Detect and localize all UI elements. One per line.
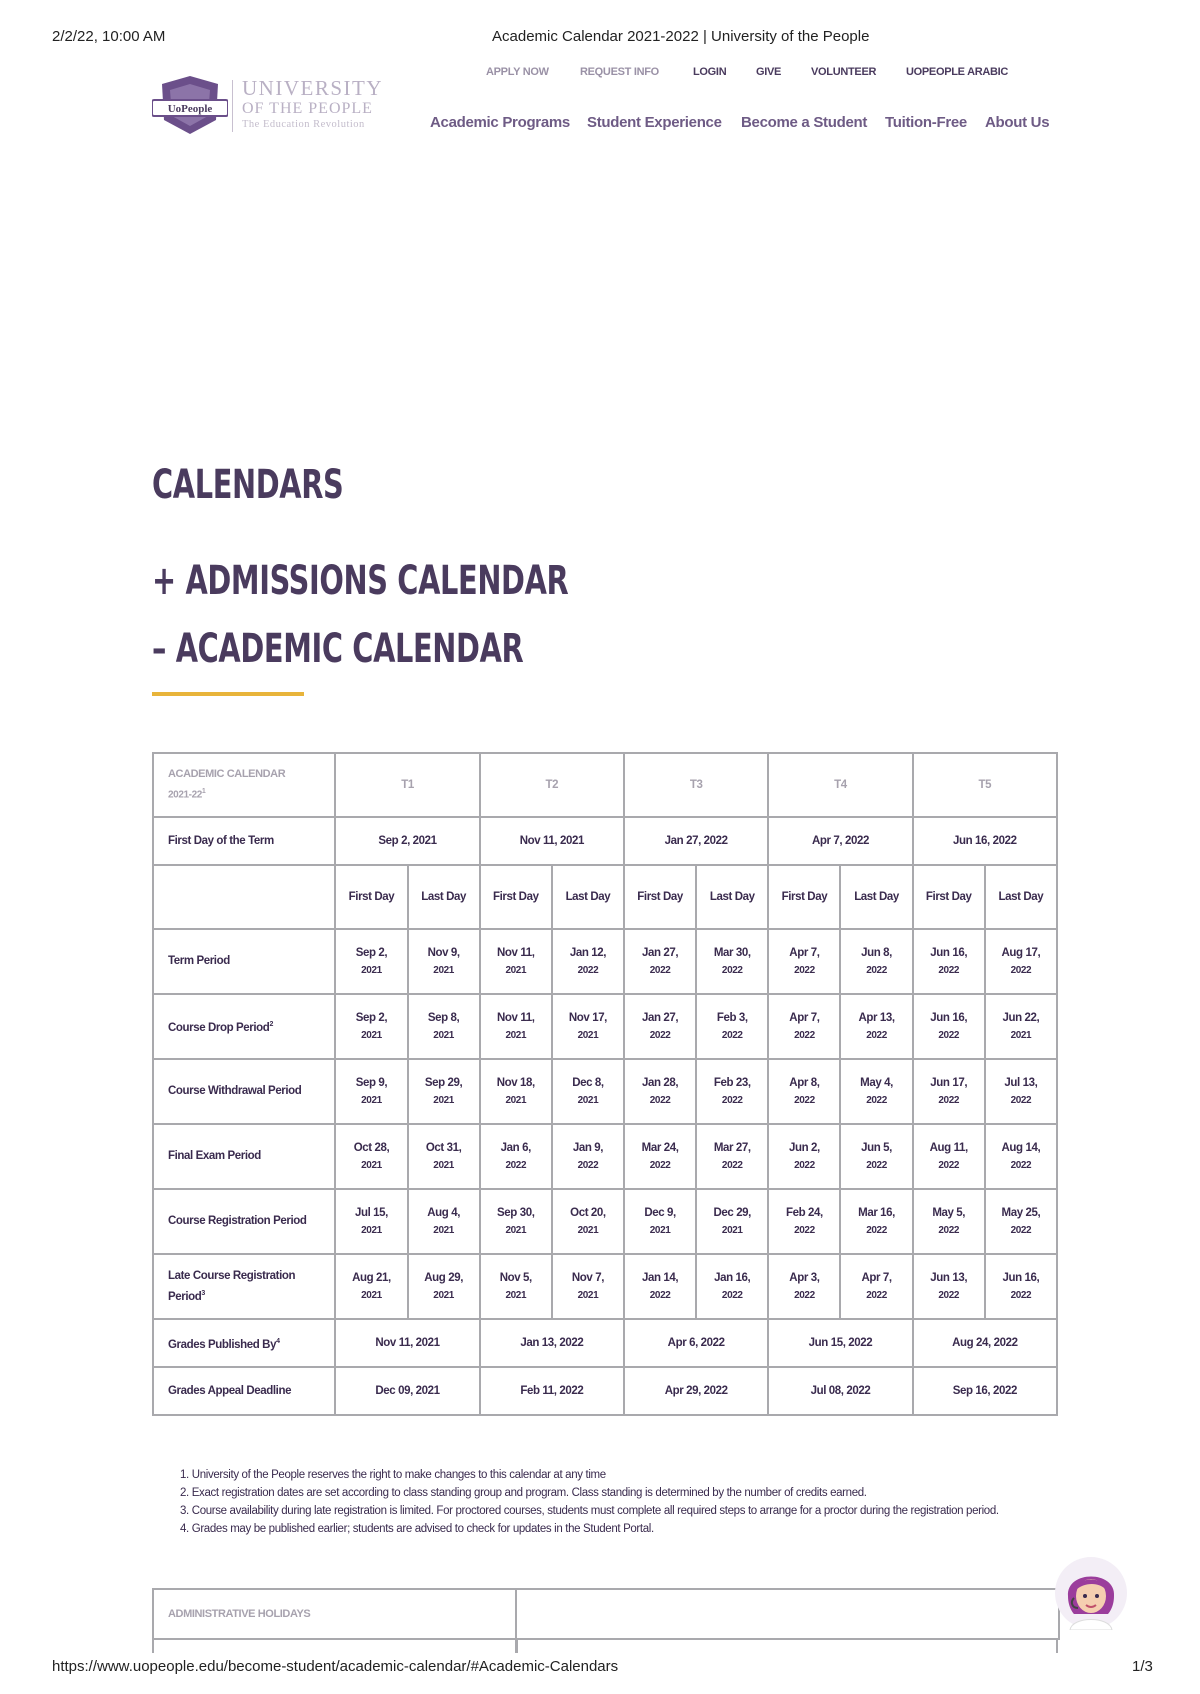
date-cell: [696, 994, 768, 1059]
row-label: [153, 1254, 335, 1319]
footnotes: [180, 1466, 1060, 1538]
date-cell-year: 2022: [721, 1094, 743, 1106]
date-cell-date: Jan 6,: [500, 1141, 531, 1154]
date-cell: [335, 1254, 407, 1319]
date-cell-date: Sep 30,: [497, 1206, 535, 1219]
date-cell-date: Oct 31,: [425, 1141, 462, 1154]
date-cell-date: Nov 17,: [568, 1011, 607, 1024]
date-cell: [335, 929, 407, 994]
date-cell-year: 2022: [721, 1159, 743, 1171]
date-cell-date: Jan 27,: [641, 946, 679, 959]
corner-title: ACADEMIC CALENDAR: [168, 768, 286, 781]
date-cell-date: Jul 13,: [1004, 1076, 1038, 1089]
date-cell-date: Feb 24,: [785, 1206, 823, 1219]
subheader-cell: Last Day: [696, 865, 768, 929]
date-cell: [408, 1254, 480, 1319]
table-row: [153, 817, 1057, 865]
table-header-row: [153, 753, 1057, 817]
date-cell-year: 2021: [577, 1029, 599, 1041]
row-label: Grades Appeal Deadline: [153, 1367, 335, 1415]
date-cell-year: 2022: [866, 1289, 887, 1301]
empty-cell: [153, 865, 335, 929]
chat-assistant-icon[interactable]: [1054, 1556, 1128, 1630]
date-cell-year: 2022: [938, 964, 960, 976]
date-cell-date: Apr 7,: [789, 1011, 820, 1024]
print-page-number: 1/3: [1132, 1658, 1153, 1675]
date-cell: [624, 1124, 696, 1189]
corner-sup: 1: [201, 788, 206, 796]
print-title: Academic Calendar 2021-2022 | University of the People: [492, 28, 870, 45]
date-cell-date: Jan 27,: [641, 1011, 679, 1024]
date-cell: [913, 1124, 985, 1189]
date-cell: [552, 929, 624, 994]
date-cell-year: 2022: [794, 1094, 815, 1106]
date-cell-year: 2021: [577, 1289, 599, 1301]
date-cell: [408, 1189, 480, 1254]
grades-published-cell: Nov 11, 2021: [335, 1319, 479, 1367]
subheader-cell: First Day: [768, 865, 840, 929]
date-cell-date: Dec 29,: [713, 1206, 751, 1219]
date-cell-date: Nov 9,: [427, 946, 460, 959]
date-cell: [913, 1254, 985, 1319]
first-day-cell: Jan 27, 2022: [624, 817, 768, 865]
date-cell-date: Jun 8,: [861, 946, 892, 959]
date-cell: [840, 1189, 912, 1254]
date-cell-date: May 25,: [1001, 1206, 1041, 1219]
date-cell-date: Mar 16,: [858, 1206, 895, 1219]
table-subheader-row: [153, 865, 1057, 929]
date-cell-year: 2022: [721, 1289, 743, 1301]
row-label-text: Course Drop Period: [168, 1021, 270, 1034]
date-cell-date: Oct 20,: [570, 1206, 606, 1219]
subheader-cell: Last Day: [985, 865, 1057, 929]
date-cell-year: 2022: [866, 964, 887, 976]
date-cell-year: 2022: [577, 1159, 599, 1171]
date-cell-date: Apr 3,: [789, 1271, 820, 1284]
date-cell-date: Jan 28,: [641, 1076, 679, 1089]
row-label-sup: 3: [201, 1289, 205, 1297]
date-cell-date: Jan 9,: [572, 1141, 604, 1154]
date-cell-year: 2021: [505, 1289, 527, 1301]
date-cell-date: Nov 18,: [496, 1076, 535, 1089]
date-cell-year: 2021: [361, 964, 382, 976]
date-cell: [985, 1254, 1057, 1319]
date-cell: [985, 1059, 1057, 1124]
date-cell-year: 2022: [938, 1094, 960, 1106]
date-cell-date: Sep 2,: [355, 1011, 388, 1024]
date-cell-date: Dec 9,: [644, 1206, 676, 1219]
date-cell-year: 2021: [361, 1289, 382, 1301]
date-cell-year: 2022: [721, 964, 743, 976]
date-cell: [335, 1059, 407, 1124]
date-cell: [408, 1124, 480, 1189]
date-cell-date: Aug 14,: [1001, 1141, 1041, 1154]
term-header: T1: [335, 753, 479, 817]
date-cell-year: 2022: [794, 1029, 815, 1041]
date-cell: [985, 1189, 1057, 1254]
date-cell: [624, 1059, 696, 1124]
nav-tuition-free[interactable]: Tuition-Free: [885, 114, 967, 131]
request-info-link[interactable]: REQUEST INFO: [580, 66, 659, 78]
date-cell-year: 2022: [649, 1159, 671, 1171]
crest-icon: [152, 74, 228, 136]
date-cell-year: 2021: [577, 1224, 599, 1236]
date-cell: [552, 1189, 624, 1254]
date-cell-date: Nov 5,: [499, 1271, 532, 1284]
date-cell: [768, 994, 840, 1059]
date-cell-year: 2021: [505, 964, 527, 976]
date-cell: [840, 1124, 912, 1189]
date-cell-date: Sep 8,: [427, 1011, 460, 1024]
date-cell: [552, 1124, 624, 1189]
crest-text: UoPeople: [167, 103, 213, 115]
uopeople-arabic-link[interactable]: UOPEOPLE ARABIC: [906, 66, 1009, 78]
footnote: 2. Exact registration dates are set according to class standing group and program. Class standing is determined by the number of credits earned.: [180, 1487, 867, 1499]
table-row: [153, 994, 1057, 1059]
date-cell-date: Feb 3,: [716, 1011, 748, 1024]
nav-student-experience[interactable]: Student Experience: [587, 114, 722, 131]
grades-published-sup: 4: [276, 1337, 280, 1345]
date-cell: [985, 1124, 1057, 1189]
date-cell-year: 2021: [433, 1224, 454, 1236]
date-cell: [768, 1254, 840, 1319]
holidays-header-row: [153, 1589, 1059, 1639]
logo-divider: [232, 80, 233, 132]
date-cell: [768, 1059, 840, 1124]
date-cell-date: Jan 12,: [569, 946, 607, 959]
footnote: 4. Grades may be published earlier; students are advised to check for updates in the Student Portal.: [180, 1523, 654, 1535]
date-cell: [768, 929, 840, 994]
date-cell: [768, 1189, 840, 1254]
date-cell-year: 2022: [1010, 964, 1032, 976]
date-cell-year: 2022: [866, 1094, 887, 1106]
grades-published-cell: Jan 13, 2022: [480, 1319, 624, 1367]
date-cell: [408, 929, 480, 994]
date-cell-date: Jun 22,: [1002, 1011, 1040, 1024]
date-cell-year: 2021: [505, 1224, 527, 1236]
date-cell-year: 2021: [433, 1289, 454, 1301]
date-cell: [696, 1189, 768, 1254]
date-cell: [696, 1059, 768, 1124]
holidays-header: ADMINISTRATIVE HOLIDAYS: [153, 1589, 516, 1639]
logo-line2: OF THE PEOPLE: [242, 100, 373, 117]
table-row: [153, 1367, 1057, 1415]
date-cell: [335, 994, 407, 1059]
date-cell-year: 2021: [361, 1224, 382, 1236]
admissions-calendar-toggle[interactable]: + ADMISSIONS CALENDAR: [152, 558, 569, 604]
row-label-text: Course Withdrawal Period: [168, 1085, 302, 1097]
date-cell: [913, 1189, 985, 1254]
calendars-heading: CALENDARS: [152, 462, 344, 508]
term-header: T4: [768, 753, 912, 817]
date-cell-date: May 5,: [932, 1206, 966, 1219]
footnote: 3. Course availability during late registration is limited. For proctored courses, students must complete all required steps to arrange for a proctor during the registration period.: [180, 1505, 999, 1517]
date-cell: [552, 1059, 624, 1124]
academic-calendar-table: [152, 752, 1058, 1416]
row-label-text: Course Registration Period: [168, 1215, 307, 1227]
footnote: 1. University of the People reserves the right to make changes to this calendar at any time: [180, 1469, 606, 1481]
date-cell: [480, 1254, 552, 1319]
date-cell: [552, 994, 624, 1059]
logo-tagline: The Education Revolution: [242, 119, 365, 130]
date-cell-year: 2022: [938, 1289, 960, 1301]
date-cell-year: 2021: [649, 1224, 671, 1236]
date-cell-year: 2022: [649, 964, 671, 976]
date-cell: [335, 1124, 407, 1189]
date-cell: [480, 929, 552, 994]
date-cell-year: 2021: [433, 964, 454, 976]
heading-underline: [152, 692, 304, 696]
row-label: [153, 1124, 335, 1189]
date-cell-date: Apr 7,: [861, 1271, 892, 1284]
date-cell-year: 2022: [505, 1159, 527, 1171]
date-cell-date: Jun 2,: [788, 1141, 820, 1154]
date-cell-year: 2021: [505, 1094, 527, 1106]
date-cell: [624, 994, 696, 1059]
date-cell: [408, 1059, 480, 1124]
volunteer-link[interactable]: VOLUNTEER: [811, 66, 877, 78]
row-label-sup: 2: [269, 1021, 273, 1029]
date-cell-date: Jun 16,: [1002, 1271, 1040, 1284]
date-cell-year: 2022: [721, 1029, 743, 1041]
date-cell: [480, 1059, 552, 1124]
subheader-cell: Last Day: [552, 865, 624, 929]
date-cell-year: 2022: [794, 964, 815, 976]
first-day-cell: Sep 2, 2021: [335, 817, 479, 865]
table-row: [153, 1059, 1057, 1124]
logo-line1: UNIVERSITY: [242, 76, 383, 100]
date-cell: [480, 1189, 552, 1254]
date-cell-date: Apr 7,: [789, 946, 820, 959]
date-cell-year: 2021: [361, 1094, 382, 1106]
grades-published-cell: Jun 15, 2022: [768, 1319, 912, 1367]
date-cell-year: 2021: [505, 1029, 527, 1041]
row-label: [153, 1189, 335, 1254]
date-cell-date: Nov 11,: [497, 946, 535, 959]
date-cell-date: Nov 11,: [497, 1011, 535, 1024]
holidays-table-continuation: [152, 1639, 1058, 1653]
apply-now-link[interactable]: APPLY NOW: [486, 66, 549, 78]
corner-year-wrap: [168, 783, 330, 803]
date-cell-date: Jun 16,: [930, 946, 968, 959]
row-label: [153, 1319, 335, 1367]
row-label: [153, 994, 335, 1059]
table-row: [153, 929, 1057, 994]
appeal-cell: Dec 09, 2021: [335, 1367, 479, 1415]
subheader-cell: First Day: [624, 865, 696, 929]
table-row: [153, 1189, 1057, 1254]
date-cell-year: 2022: [1010, 1224, 1032, 1236]
date-cell-year: 2022: [938, 1159, 960, 1171]
date-cell-year: 2022: [794, 1289, 815, 1301]
subheader-cell: First Day: [480, 865, 552, 929]
date-cell-year: 2022: [1010, 1159, 1032, 1171]
row-label: [153, 929, 335, 994]
term-header: T5: [913, 753, 1057, 817]
site-logo[interactable]: [152, 74, 392, 138]
date-cell-year: 2021: [433, 1029, 454, 1041]
holidays-divider: [515, 1639, 518, 1653]
date-cell-date: Mar 30,: [713, 946, 751, 959]
calendar-body: [153, 929, 1057, 1319]
date-cell-date: Sep 29,: [424, 1076, 463, 1089]
date-cell-date: Aug 11,: [929, 1141, 968, 1154]
date-cell: [840, 929, 912, 994]
date-cell: [840, 994, 912, 1059]
row-label: First Day of the Term: [153, 817, 335, 865]
date-cell-year: 2022: [649, 1289, 671, 1301]
table-corner: [153, 753, 335, 817]
date-cell-date: Apr 13,: [858, 1011, 895, 1024]
appeal-cell: Sep 16, 2022: [913, 1367, 1057, 1415]
row-label: [153, 1059, 335, 1124]
table-row: [153, 1319, 1057, 1367]
grades-published-label: Grades Published By: [168, 1338, 277, 1351]
date-cell: [480, 1124, 552, 1189]
date-cell-date: Apr 8,: [789, 1076, 820, 1089]
date-cell-date: Aug 4,: [427, 1206, 460, 1219]
date-cell-year: 2022: [1010, 1289, 1032, 1301]
date-cell-year: 2021: [361, 1159, 382, 1171]
date-cell: [624, 1254, 696, 1319]
date-cell-year: 2021: [577, 1094, 599, 1106]
login-link[interactable]: LOGIN: [693, 66, 727, 78]
give-link[interactable]: GIVE: [756, 66, 782, 78]
date-cell-date: Mar 24,: [641, 1141, 679, 1154]
date-cell-year: 2022: [794, 1224, 815, 1236]
appeal-cell: Jul 08, 2022: [768, 1367, 912, 1415]
date-cell-date: Jun 17,: [930, 1076, 968, 1089]
row-label-text: Term Period: [168, 955, 230, 967]
nav-about-us[interactable]: About Us: [985, 114, 1050, 131]
subheader-cell: Last Day: [840, 865, 912, 929]
date-cell: [624, 1189, 696, 1254]
date-cell-date: Jun 5,: [861, 1141, 892, 1154]
date-cell-date: Oct 28,: [353, 1141, 390, 1154]
date-cell-date: May 4,: [860, 1076, 893, 1089]
corner-year: 2021-22: [168, 789, 202, 801]
print-url: https://www.uopeople.edu/become-student/academic-calendar/#Academic-Calendars: [52, 1658, 619, 1675]
date-cell-date: Sep 2,: [355, 946, 388, 959]
date-cell: [768, 1124, 840, 1189]
date-cell: [696, 1254, 768, 1319]
date-cell: [624, 929, 696, 994]
first-day-cell: Apr 7, 2022: [768, 817, 912, 865]
date-cell: [985, 994, 1057, 1059]
date-cell-year: 2022: [649, 1029, 671, 1041]
date-cell-year: 2022: [577, 964, 599, 976]
date-cell-date: Mar 27,: [713, 1141, 751, 1154]
print-date: 2/2/22, 10:00 AM: [52, 28, 166, 45]
row-label-text: Final Exam Period: [168, 1150, 261, 1162]
table-row: [153, 1124, 1057, 1189]
first-day-cell: Nov 11, 2021: [480, 817, 624, 865]
date-cell: [913, 1059, 985, 1124]
term-header: T2: [480, 753, 624, 817]
subheader-cell: First Day: [335, 865, 407, 929]
date-cell: [480, 994, 552, 1059]
date-cell-year: 2022: [866, 1029, 887, 1041]
date-cell: [840, 1059, 912, 1124]
date-cell-year: 2022: [1010, 1094, 1032, 1106]
date-cell: [985, 929, 1057, 994]
date-cell-date: Jan 14,: [641, 1271, 679, 1284]
date-cell: [408, 994, 480, 1059]
date-cell: [840, 1254, 912, 1319]
appeal-cell: Feb 11, 2022: [480, 1367, 624, 1415]
date-cell-date: Nov 7,: [571, 1271, 604, 1284]
date-cell-date: Sep 9,: [355, 1076, 388, 1089]
date-cell: [552, 1254, 624, 1319]
appeal-cell: Apr 29, 2022: [624, 1367, 768, 1415]
date-cell-year: 2021: [433, 1159, 454, 1171]
date-cell: [335, 1189, 407, 1254]
subheader-cell: First Day: [913, 865, 985, 929]
holidays-table: [152, 1588, 1060, 1640]
date-cell-year: 2022: [866, 1224, 887, 1236]
date-cell-year: 2021: [721, 1224, 743, 1236]
grades-published-cell: Apr 6, 2022: [624, 1319, 768, 1367]
date-cell-date: Dec 8,: [572, 1076, 604, 1089]
date-cell-year: 2022: [938, 1224, 960, 1236]
date-cell-year: 2022: [938, 1029, 960, 1041]
empty-cell: [516, 1589, 1059, 1639]
date-cell: [913, 929, 985, 994]
date-cell-date: Jul 15,: [354, 1206, 388, 1219]
date-cell-date: Aug 17,: [1001, 946, 1041, 959]
date-cell: [696, 1124, 768, 1189]
date-cell: [696, 929, 768, 994]
date-cell-date: Jan 16,: [714, 1271, 751, 1284]
date-cell-year: 2022: [794, 1159, 815, 1171]
first-day-cell: Jun 16, 2022: [913, 817, 1057, 865]
nav-become-a-student[interactable]: Become a Student: [741, 114, 868, 131]
term-header: T3: [624, 753, 768, 817]
academic-calendar-toggle[interactable]: – ACADEMIC CALENDAR: [152, 626, 524, 672]
date-cell-year: 2022: [866, 1159, 887, 1171]
date-cell-date: Aug 21,: [352, 1271, 391, 1284]
date-cell-year: 2022: [649, 1094, 671, 1106]
grades-published-cell: Aug 24, 2022: [913, 1319, 1057, 1367]
row-label-text: Late Course Registration Period: [168, 1269, 296, 1303]
date-cell-year: 2021: [433, 1094, 454, 1106]
date-cell-year: 2021: [361, 1029, 382, 1041]
table-row: [153, 1254, 1057, 1319]
date-cell-year: 2021: [1010, 1029, 1032, 1041]
date-cell-date: Jun 16,: [930, 1011, 968, 1024]
date-cell-date: Aug 29,: [424, 1271, 463, 1284]
nav-academic-programs[interactable]: Academic Programs: [430, 114, 570, 131]
date-cell-date: Jun 13,: [930, 1271, 968, 1284]
date-cell: [913, 994, 985, 1059]
subheader-cell: Last Day: [408, 865, 480, 929]
date-cell-date: Feb 23,: [713, 1076, 751, 1089]
